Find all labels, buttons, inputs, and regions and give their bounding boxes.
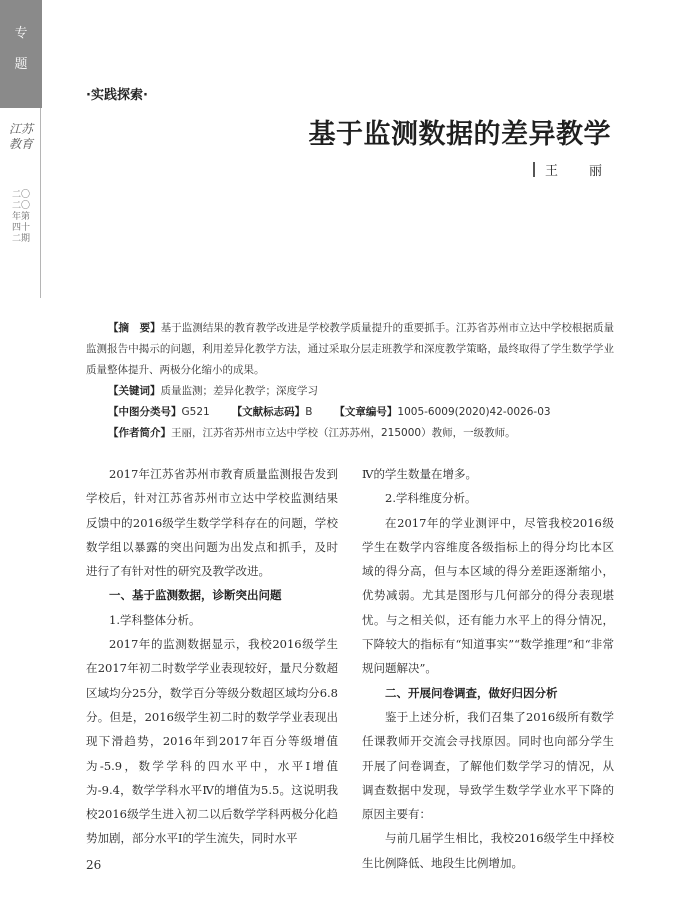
- page-number: 26: [86, 858, 102, 872]
- doc-code-value: B: [305, 406, 313, 418]
- paragraph: 2017年江苏省苏州市教育质量监测报告发到学校后，针对江苏省苏州市立达中学校监测结果反馈中的2016级学生数学学科存在的问题，学校数学组以暴露的突出问题为出发点和抓手，及时进行了有针对性的研究及教学改进。: [86, 467, 338, 579]
- author-name: 王 丽: [544, 164, 611, 179]
- section-tab-char: 题: [14, 57, 28, 72]
- keywords-label: 【关键词】: [108, 385, 161, 397]
- article-no-label: 【文章编号】: [334, 406, 398, 418]
- body-column-left: [86, 462, 338, 851]
- doc-code-label: 【文献标志码】: [231, 406, 306, 418]
- body-column-right: [362, 462, 614, 875]
- subsection-heading: 2.学科维度分析。: [385, 491, 477, 506]
- section-tab: [0, 0, 42, 108]
- author-bar: [533, 162, 535, 177]
- article-no-value: 1005-6009(2020)42-0026-03: [397, 406, 551, 418]
- keywords-text: 质量监测；差异化教学；深度学习: [160, 385, 318, 397]
- author-line: [533, 160, 611, 179]
- paragraph: 与前几届学生相比，我校2016级学生中择校生比例降低、地段生比例增加。: [362, 831, 614, 870]
- author-info-label: 【作者简介】: [108, 427, 171, 439]
- clc-value: G521: [181, 406, 210, 418]
- journal-name: 江苏教育: [8, 122, 33, 151]
- abstract-label: 【摘 要】: [108, 322, 161, 334]
- column-tag: ·实践探索·: [86, 88, 148, 103]
- author-info: [86, 423, 614, 444]
- paragraph: 在2017年的学业测评中，尽管我校2016级学生在数学内容维度各级指标上的得分均比本区域的得分高，但与本区域的得分差距逐渐缩小，优势减弱。尤其是图形与几何部分的得分表现堪忧。与之相关似，还有能力水平上的得分情况，下降较大的指标有“知道事实”“数学推理”和“非常规问题解决”。: [362, 515, 614, 676]
- keywords: [86, 381, 614, 402]
- article-title: 基于监测数据的差异教学: [308, 119, 611, 150]
- abstract-text: 基于监测结果的教育教学改进是学校教学质量提升的重要抓手。江苏省苏州市立达中学校根据质量监测报告中揭示的问题，利用差异化教学方法，通过采取分层走班教学和深度教学策略，最终取得了学生数学学业质量整体提升、两极分化缩小的成果。: [86, 322, 615, 376]
- abstract: [86, 318, 614, 381]
- classification-line: [86, 402, 614, 423]
- paragraph: 2017年的监测数据显示，我校2016级学生在2017年初二时数学学业表现较好，量尺分数超区域均分25分，数学百分等级分数超区域均分6.8分。但是，2016级学生初二时的数学学业表现出现下滑趋势，2016年到2017年百分等级增值为-5.9，数学学科的四水平中，水平Ⅰ增值为-9.4，数学学科水平Ⅳ的增值为5.5。这说明我校2016级学生进入初二以后数学学科两极分化趋势加剧，部分水平Ⅰ的学生流失，同时水平: [86, 637, 338, 846]
- subsection-heading: 1.学科整体分析。: [109, 612, 201, 627]
- section-heading: 二、开展问卷调查，做好归因分析: [385, 685, 558, 700]
- section-heading: 一、基于监测数据，诊断突出问题: [109, 588, 282, 603]
- paragraph: Ⅳ的学生数量在增多。: [362, 467, 477, 481]
- journal-issue: 二〇二〇年第四十二期: [12, 190, 31, 244]
- sidebar-divider: [40, 108, 41, 298]
- article-meta: [86, 318, 614, 444]
- author-info-text: 王丽，江苏省苏州市立达中学校（江苏苏州，215000）教师，一级教师。: [171, 427, 516, 439]
- section-tab-char: 专: [14, 26, 28, 41]
- paragraph: 鉴于上述分析，我们召集了2016级所有数学任课教师开交流会寻找原因。同时也向部分学生开展了问卷调查，了解他们数学学习的情况，从调查数据中发现，导致学生数学学业水平下降的原因主要有：: [362, 709, 614, 822]
- clc-label: 【中图分类号】: [108, 406, 182, 418]
